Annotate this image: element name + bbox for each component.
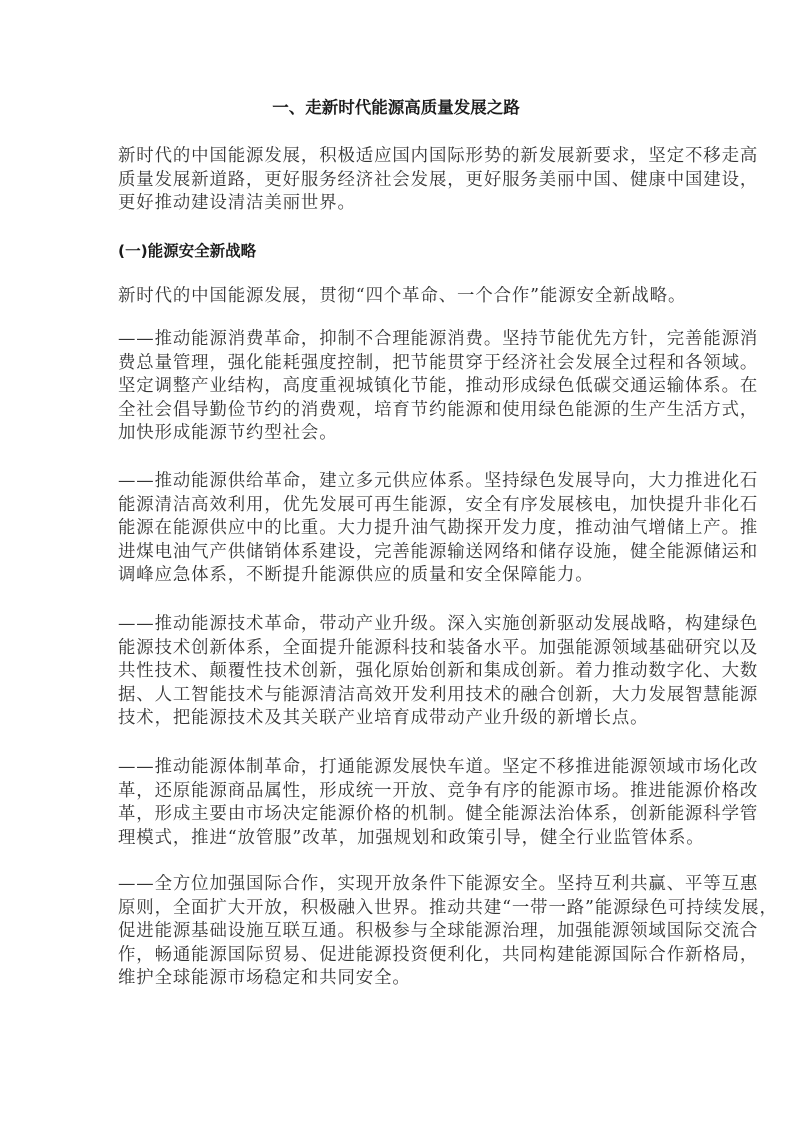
text-line: 进煤电油气产供储销体系建设，完善能源输送网络和储存设施，健全能源储运和 [118, 541, 759, 562]
text-line: 能源技术创新体系，全面提升能源科技和装备水平。加强能源领域基础研究以及 [118, 637, 759, 658]
text-line: 共性技术、颠覆性技术创新，强化原始创新和集成创新。着力推动数字化、大数 [118, 661, 759, 682]
text-line: ——推动能源供给革命，建立多元供应体系。坚持绿色发展导向，大力推进化石 [118, 471, 759, 491]
text-line: 能源在能源供应中的比重。大力提升油气勘探开发力度，推动油气增储上产。推 [118, 518, 759, 539]
text-line: 加快形成能源节约型社会。 [118, 423, 338, 444]
text-line: ——推动能源体制革命，打通能源发展快车道。坚定不移推进能源领域市场化改 [118, 757, 759, 777]
point-energy-technology [118, 613, 759, 731]
text-line: 坚定调整产业结构，高度重视城镇化节能，推动形成绿色低碳交通运输体系。在 [118, 376, 759, 397]
text-line: 促进能源基础设施互联互通。积极参与全球能源治理，加强能源领域国际交流合 [118, 921, 759, 942]
text-line: ——全方位加强国际合作，实现开放条件下能源安全。坚持互利共赢、平等互惠 [118, 874, 759, 894]
text-line: 调峰应急体系，不断提升能源供应的质量和安全保障能力。 [118, 565, 594, 586]
text-line: 新时代的中国能源发展，积极适应国内国际形势的新发展新要求，坚定不移走高 [118, 146, 759, 166]
text-line: 维护全球能源市场稳定和共同安全。 [118, 968, 411, 989]
text-line: 更好推动建设清洁美丽世界。 [118, 193, 356, 214]
text-line: ——推动能源技术革命，带动产业升级。深入实施创新驱动发展战略，构建绿色 [118, 614, 759, 634]
text-line: 革，还原能源商品属性，形成统一开放、竞争有序的能源市场。推进能源价格改 [118, 780, 759, 801]
strategy-intro-paragraph [118, 285, 687, 309]
text-line: 理模式，推进“放管服”改革，加强规划和政策引导，健全行业监管体系。 [118, 827, 705, 848]
text-line: 新时代的中国能源发展，贯彻“四个革命、一个合作”能源安全新战略。 [118, 286, 687, 306]
page-title: 一、走新时代能源高质量发展之路 [272, 98, 520, 117]
point-energy-system [118, 756, 759, 850]
text-line: 据、人工智能技术与能源清洁高效开发利用技术的融合创新，大力发展智慧能源 [118, 684, 759, 705]
point-international-cooperation [118, 873, 778, 991]
text-line: 能源清洁高效利用，优先发展可再生能源，安全有序发展核电，加快提升非化石 [118, 494, 759, 515]
point-energy-consumption [118, 328, 759, 446]
text-line: 费总量管理，强化能耗强度控制，把节能贯穿于经济社会发展全过程和各领域。 [118, 352, 759, 373]
text-line: 作，畅通能源国际贸易、促进能源投资便利化，共同构建能源国际合作新格局， [118, 944, 759, 965]
intro-paragraph [118, 145, 759, 216]
text-line: 全社会倡导勤俭节约的消费观，培育节约能源和使用绿色能源的生产生活方式， [118, 399, 759, 420]
text-line: 质量发展新道路，更好服务经济社会发展，更好服务美丽中国、健康中国建设， [118, 169, 759, 190]
text-line: 原则，全面扩大开放，积极融入世界。推动共建“一带一路”能源绿色可持续发展， [118, 897, 778, 918]
section-heading: (一)能源安全新战略 [118, 242, 257, 260]
text-line: 技术，把能源技术及其关联产业培育成带动产业升级的新增长点。 [118, 708, 649, 729]
text-line: ——推动能源消费革命，抑制不合理能源消费。坚持节能优先方针，完善能源消 [118, 329, 759, 349]
point-energy-supply [118, 470, 759, 588]
text-line: 革，形成主要由市场决定能源价格的机制。健全能源法治体系，创新能源科学管 [118, 804, 759, 825]
